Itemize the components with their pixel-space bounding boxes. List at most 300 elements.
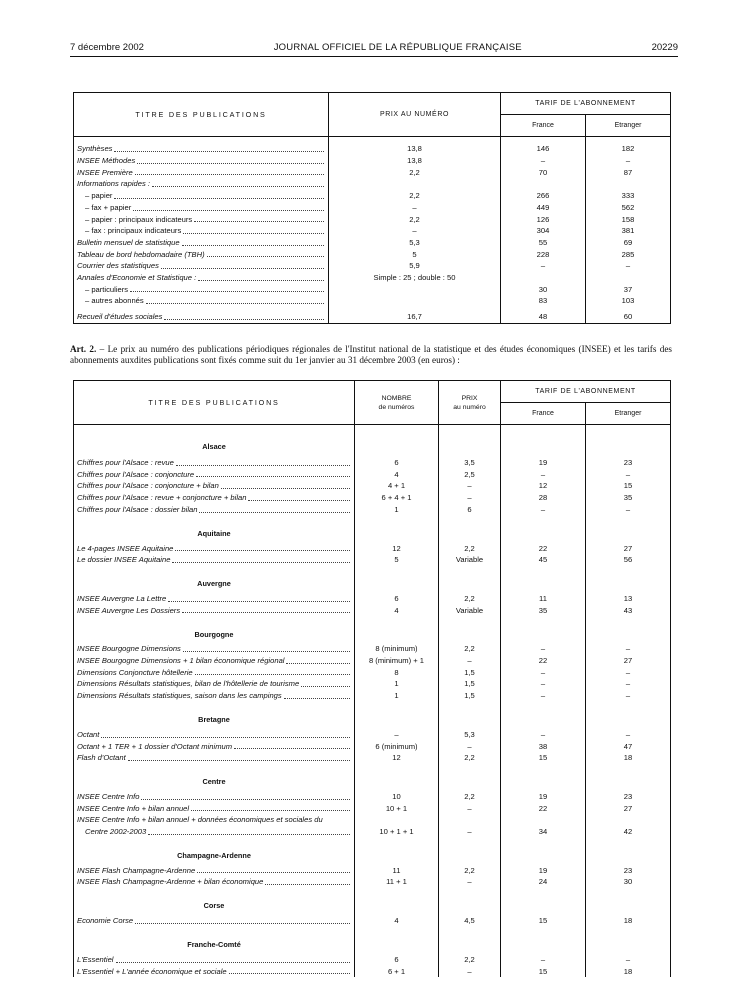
table-row bbox=[74, 214, 671, 226]
prix-cell: 2,2 bbox=[439, 643, 501, 655]
leader-dots bbox=[182, 612, 350, 613]
etranger-cell: 56 bbox=[586, 554, 671, 566]
publication-title-cell bbox=[74, 178, 329, 190]
france-cell bbox=[501, 178, 586, 190]
price-cell: 5 bbox=[329, 249, 501, 261]
publication-title-cell bbox=[74, 791, 355, 803]
table-row bbox=[74, 865, 671, 877]
france-cell: 22 bbox=[501, 655, 586, 667]
france-cell: 34 bbox=[501, 826, 586, 838]
publication-title-cell bbox=[74, 469, 355, 481]
etranger-cell: 182 bbox=[586, 137, 671, 156]
table-row bbox=[74, 504, 671, 516]
publication-title bbox=[77, 865, 351, 877]
publication-title bbox=[77, 876, 351, 888]
empty-cell bbox=[501, 927, 586, 954]
publication-title-text: Octant + 1 TER + 1 dossier d'Octant minimum bbox=[77, 741, 233, 751]
empty-cell bbox=[586, 516, 671, 543]
header-prix: PRIX AU NUMÉRO bbox=[329, 93, 501, 137]
publication-title-text: Bulletin mensuel de statistique bbox=[77, 237, 180, 247]
nombre-cell: 5 bbox=[355, 554, 439, 566]
etranger-cell: – bbox=[586, 678, 671, 690]
publication-title bbox=[77, 826, 351, 838]
publication-title-text: INSEE Flash Champagne-Ardenne + bilan économique bbox=[77, 877, 264, 887]
header-nombre-line1: NOMBRE bbox=[381, 394, 412, 402]
leader-dots bbox=[199, 512, 350, 513]
region-heading: Franche-Comté bbox=[74, 927, 355, 954]
publication-title-cell bbox=[74, 249, 329, 261]
leader-dots bbox=[114, 151, 324, 152]
prix-cell: 2,2 bbox=[439, 543, 501, 555]
france-cell: 126 bbox=[501, 214, 586, 226]
empty-cell bbox=[586, 838, 671, 865]
empty-cell bbox=[355, 702, 439, 729]
publication-title-text: – particuliers bbox=[85, 284, 129, 294]
publication-title bbox=[77, 791, 351, 803]
nombre-cell: 8 bbox=[355, 667, 439, 679]
publication-title-text: Tableau de bord hebdomadaire (TBH) bbox=[77, 249, 205, 259]
publication-title-cell bbox=[74, 284, 329, 296]
region-heading-row bbox=[74, 616, 671, 643]
nombre-cell: 4 bbox=[355, 915, 439, 927]
region-heading: Centre bbox=[74, 764, 355, 791]
publication-title-text: Chiffres pour l'Alsace : dossier bilan bbox=[77, 504, 198, 514]
table-row bbox=[74, 966, 671, 978]
publication-title bbox=[77, 741, 351, 753]
price-cell: 5,3 bbox=[329, 237, 501, 249]
publication-title-text: – papier bbox=[85, 191, 113, 201]
empty-cell bbox=[355, 927, 439, 954]
etranger-cell: – bbox=[586, 690, 671, 702]
nombre-cell: 6 (minimum) bbox=[355, 741, 439, 753]
etranger-cell: 43 bbox=[586, 605, 671, 617]
etranger-cell: 13 bbox=[586, 593, 671, 605]
publication-title-text: Dimensions Conjoncture hôtellerie bbox=[77, 667, 193, 677]
france-cell: 15 bbox=[501, 915, 586, 927]
table-row bbox=[74, 643, 671, 655]
etranger-cell: 333 bbox=[586, 190, 671, 202]
publication-title bbox=[77, 155, 325, 167]
prix-cell: 2,5 bbox=[439, 469, 501, 481]
prix-cell: 2,2 bbox=[439, 593, 501, 605]
publication-title bbox=[77, 803, 351, 815]
publication-title-cell bbox=[74, 214, 329, 226]
etranger-cell: 15 bbox=[586, 480, 671, 492]
prix-cell: – bbox=[439, 876, 501, 888]
table-row bbox=[74, 915, 671, 927]
etranger-cell: 27 bbox=[586, 655, 671, 667]
etranger-cell: – bbox=[586, 155, 671, 167]
region-heading: Champagne-Ardenne bbox=[74, 838, 355, 865]
publication-title-text: – autres abonnés bbox=[85, 296, 144, 306]
empty-cell bbox=[355, 425, 439, 458]
leader-dots bbox=[234, 748, 350, 749]
prix-cell: 2,2 bbox=[439, 791, 501, 803]
leader-dots bbox=[146, 303, 324, 304]
empty-cell bbox=[501, 425, 586, 458]
publication-title bbox=[77, 667, 351, 679]
price-cell: 13,8 bbox=[329, 137, 501, 156]
header-tarif: TARIF DE L'ABONNEMENT bbox=[501, 381, 671, 403]
publication-title-text: Economie Corse bbox=[77, 916, 134, 926]
france-cell: 22 bbox=[501, 803, 586, 815]
region-heading: Bourgogne bbox=[74, 616, 355, 643]
etranger-cell: 103 bbox=[586, 295, 671, 307]
publication-title-text: Synthèses bbox=[77, 144, 113, 154]
leader-dots bbox=[194, 221, 324, 222]
prix-cell: Variable bbox=[439, 554, 501, 566]
empty-cell bbox=[439, 425, 501, 458]
prix-cell: Variable bbox=[439, 605, 501, 617]
region-heading-row bbox=[74, 927, 671, 954]
header-titre: TITRE DES PUBLICATIONS bbox=[74, 381, 355, 425]
nombre-cell: 6 bbox=[355, 954, 439, 966]
france-cell: 15 bbox=[501, 966, 586, 978]
leader-dots bbox=[207, 256, 324, 257]
publication-title-text: Dimensions Résultats statistiques, bilan de l'hôtellerie de tourisme bbox=[77, 679, 300, 689]
region-heading-row bbox=[74, 888, 671, 915]
leader-dots bbox=[101, 737, 350, 738]
france-cell: – bbox=[501, 155, 586, 167]
table-row bbox=[74, 155, 671, 167]
publication-title-text: Chiffres pour l'Alsace : conjoncture + bilan bbox=[77, 481, 219, 491]
empty-cell bbox=[586, 888, 671, 915]
etranger-cell: 37 bbox=[586, 284, 671, 296]
price-cell bbox=[329, 178, 501, 190]
empty-cell bbox=[501, 516, 586, 543]
leader-dots bbox=[198, 280, 324, 281]
table-row bbox=[74, 814, 671, 826]
france-cell: 22 bbox=[501, 543, 586, 555]
price-cell: 16,7 bbox=[329, 307, 501, 324]
publication-title-cell bbox=[74, 678, 355, 690]
nombre-cell: 1 bbox=[355, 690, 439, 702]
publication-title bbox=[77, 214, 325, 226]
empty-cell bbox=[501, 838, 586, 865]
france-cell: – bbox=[501, 469, 586, 481]
etranger-cell: 285 bbox=[586, 249, 671, 261]
publication-title-cell bbox=[74, 504, 355, 516]
etranger-cell: – bbox=[586, 260, 671, 272]
france-cell: – bbox=[501, 729, 586, 741]
nombre-cell bbox=[355, 814, 439, 826]
leader-dots bbox=[141, 799, 350, 800]
publication-title-text: – papier : principaux indicateurs bbox=[85, 214, 193, 224]
table-row bbox=[74, 249, 671, 261]
table-row bbox=[74, 469, 671, 481]
publication-title-text: Informations rapides : bbox=[77, 179, 151, 189]
prix-cell: 1,5 bbox=[439, 667, 501, 679]
publication-title bbox=[77, 655, 351, 667]
france-cell: – bbox=[501, 678, 586, 690]
leader-dots bbox=[114, 198, 324, 199]
publication-title bbox=[77, 966, 351, 978]
prix-cell: 2,2 bbox=[439, 752, 501, 764]
leader-dots bbox=[116, 962, 351, 963]
prix-cell: – bbox=[439, 655, 501, 667]
region-heading: Alsace bbox=[74, 425, 355, 458]
publication-title-text: Centre 2002-2003 bbox=[85, 827, 147, 837]
empty-cell bbox=[586, 616, 671, 643]
prix-cell: – bbox=[439, 826, 501, 838]
leader-dots bbox=[161, 268, 324, 269]
leader-dots bbox=[286, 663, 350, 664]
publication-title-cell bbox=[74, 593, 355, 605]
nombre-cell: 4 bbox=[355, 469, 439, 481]
empty-cell bbox=[586, 702, 671, 729]
empty-cell bbox=[355, 838, 439, 865]
prix-cell: – bbox=[439, 741, 501, 753]
empty-cell bbox=[501, 764, 586, 791]
publication-title-text: INSEE Centre Info + bilan annuel + données économiques et sociales du bbox=[77, 815, 323, 825]
table-row bbox=[74, 457, 671, 469]
publication-title bbox=[77, 469, 351, 481]
france-cell: 19 bbox=[501, 865, 586, 877]
region-heading: Bretagne bbox=[74, 702, 355, 729]
etranger-cell: – bbox=[586, 643, 671, 655]
publication-title-cell bbox=[74, 803, 355, 815]
prix-cell: – bbox=[439, 966, 501, 978]
france-cell: 304 bbox=[501, 225, 586, 237]
region-heading-row bbox=[74, 425, 671, 458]
france-cell: 30 bbox=[501, 284, 586, 296]
france-cell: 55 bbox=[501, 237, 586, 249]
header-prix-line1: PRIX bbox=[461, 394, 478, 402]
prix-cell: 1,5 bbox=[439, 678, 501, 690]
table-row bbox=[74, 237, 671, 249]
prix-cell: 3,5 bbox=[439, 457, 501, 469]
publication-title bbox=[77, 814, 351, 826]
publication-title-cell bbox=[74, 260, 329, 272]
prix-cell: – bbox=[439, 480, 501, 492]
header-tarif: TARIF DE L'ABONNEMENT bbox=[501, 93, 671, 115]
leader-dots bbox=[176, 465, 350, 466]
prix-cell: – bbox=[439, 492, 501, 504]
empty-cell bbox=[355, 566, 439, 593]
leader-dots bbox=[183, 233, 324, 234]
etranger-cell: 30 bbox=[586, 876, 671, 888]
publication-title-text: L'Essentiel bbox=[77, 954, 114, 964]
publication-title-text: INSEE Centre Info + bilan annuel bbox=[77, 803, 190, 813]
table-row bbox=[74, 260, 671, 272]
empty-cell bbox=[439, 566, 501, 593]
etranger-cell: 69 bbox=[586, 237, 671, 249]
publication-title-cell bbox=[74, 741, 355, 753]
publication-title bbox=[77, 690, 351, 702]
price-cell: 13,8 bbox=[329, 155, 501, 167]
price-cell: – bbox=[329, 225, 501, 237]
publication-title-cell bbox=[74, 667, 355, 679]
publication-title-cell bbox=[74, 876, 355, 888]
table-row bbox=[74, 655, 671, 667]
region-heading-row bbox=[74, 516, 671, 543]
leader-dots bbox=[133, 210, 324, 211]
publication-title bbox=[77, 311, 325, 323]
publication-title bbox=[77, 492, 351, 504]
publication-title-text: Chiffres pour l'Alsace : conjoncture bbox=[77, 469, 195, 479]
publication-title bbox=[77, 284, 325, 296]
france-cell: – bbox=[501, 260, 586, 272]
publication-title bbox=[77, 605, 351, 617]
france-cell: 38 bbox=[501, 741, 586, 753]
price-cell: 2,2 bbox=[329, 190, 501, 202]
publication-title bbox=[77, 260, 325, 272]
publication-title-text: Chiffres pour l'Alsace : revue + conjoncture + bilan bbox=[77, 493, 247, 503]
table-row bbox=[74, 803, 671, 815]
table-row bbox=[74, 178, 671, 190]
publication-title-text: Le dossier INSEE Aquitaine bbox=[77, 555, 171, 565]
table-row bbox=[74, 954, 671, 966]
nombre-cell: 11 + 1 bbox=[355, 876, 439, 888]
etranger-cell bbox=[586, 178, 671, 190]
publication-title-text: INSEE Première bbox=[77, 167, 133, 177]
table-row bbox=[74, 272, 671, 284]
region-heading: Corse bbox=[74, 888, 355, 915]
publication-title bbox=[77, 190, 325, 202]
leader-dots bbox=[130, 291, 324, 292]
publication-title-cell bbox=[74, 966, 355, 978]
publication-title-cell bbox=[74, 605, 355, 617]
publication-title-text: Le 4-pages INSEE Aquitaine bbox=[77, 543, 174, 553]
publication-title-cell bbox=[74, 554, 355, 566]
france-cell: 19 bbox=[501, 457, 586, 469]
header-prix-line2: au numéro bbox=[453, 403, 486, 411]
publication-title bbox=[77, 225, 325, 237]
france-cell: 19 bbox=[501, 791, 586, 803]
empty-cell bbox=[586, 764, 671, 791]
leader-dots bbox=[196, 476, 350, 477]
regional-publications-table bbox=[73, 380, 671, 977]
france-cell: 28 bbox=[501, 492, 586, 504]
publication-title bbox=[77, 915, 351, 927]
empty-cell bbox=[355, 888, 439, 915]
nombre-cell: 6 + 4 + 1 bbox=[355, 492, 439, 504]
leader-dots bbox=[128, 760, 350, 761]
table-row bbox=[74, 752, 671, 764]
france-cell bbox=[501, 814, 586, 826]
etranger-cell: 23 bbox=[586, 865, 671, 877]
leader-dots bbox=[135, 923, 350, 924]
france-cell: 449 bbox=[501, 202, 586, 214]
etranger-cell: 60 bbox=[586, 307, 671, 324]
publication-title-cell bbox=[74, 826, 355, 838]
etranger-cell: 158 bbox=[586, 214, 671, 226]
empty-cell bbox=[501, 888, 586, 915]
publication-title bbox=[77, 237, 325, 249]
etranger-cell: 18 bbox=[586, 752, 671, 764]
price-cell bbox=[329, 295, 501, 307]
france-cell: – bbox=[501, 954, 586, 966]
etranger-cell: 27 bbox=[586, 803, 671, 815]
empty-cell bbox=[501, 702, 586, 729]
leader-dots bbox=[135, 174, 324, 175]
empty-cell bbox=[439, 888, 501, 915]
header-page-number: 20229 bbox=[651, 41, 678, 53]
publication-title-text: Octant bbox=[77, 729, 100, 739]
header-date: 7 décembre 2002 bbox=[70, 41, 144, 53]
publication-title bbox=[77, 729, 351, 741]
publication-title-cell bbox=[74, 865, 355, 877]
publication-title-cell bbox=[74, 167, 329, 179]
table-row bbox=[74, 554, 671, 566]
article-text: – Le prix au numéro des publications périodiques régionales de l'Institut national de la statistique et des études économiques (INSEE) et les tarifs des abonnements auxdites publications sont fixés comme suit du 1er janvier au 31 décembre 2003 (en euros) : bbox=[70, 344, 672, 366]
table-row bbox=[74, 492, 671, 504]
france-cell: – bbox=[501, 667, 586, 679]
publication-title-text: INSEE Flash Champagne-Ardenne bbox=[77, 865, 196, 875]
etranger-cell: – bbox=[586, 954, 671, 966]
nombre-cell: 6 + 1 bbox=[355, 966, 439, 978]
publication-title-cell bbox=[74, 307, 329, 324]
publication-title-cell bbox=[74, 295, 329, 307]
france-cell: 12 bbox=[501, 480, 586, 492]
table-row bbox=[74, 741, 671, 753]
leader-dots bbox=[197, 872, 350, 873]
france-cell: 15 bbox=[501, 752, 586, 764]
region-heading: Auvergne bbox=[74, 566, 355, 593]
prix-cell: 1,5 bbox=[439, 690, 501, 702]
publication-title-text: INSEE Centre Info bbox=[77, 791, 140, 801]
france-cell: 35 bbox=[501, 605, 586, 617]
france-cell: 48 bbox=[501, 307, 586, 324]
publication-title-text: INSEE Bourgogne Dimensions bbox=[77, 644, 181, 654]
header-nombre bbox=[355, 381, 439, 425]
nombre-cell: 6 bbox=[355, 457, 439, 469]
france-cell: – bbox=[501, 504, 586, 516]
empty-cell bbox=[586, 425, 671, 458]
publication-title-cell bbox=[74, 643, 355, 655]
publication-title bbox=[77, 480, 351, 492]
publication-title-cell bbox=[74, 137, 329, 156]
empty-cell bbox=[439, 764, 501, 791]
publication-title-cell bbox=[74, 492, 355, 504]
etranger-cell bbox=[586, 272, 671, 284]
empty-cell bbox=[439, 516, 501, 543]
france-cell: 146 bbox=[501, 137, 586, 156]
nombre-cell: 1 bbox=[355, 678, 439, 690]
publication-title-text: INSEE Bourgogne Dimensions + 1 bilan économique régional bbox=[77, 656, 285, 666]
nombre-cell: 1 bbox=[355, 504, 439, 516]
leader-dots bbox=[229, 973, 350, 974]
etranger-cell: 23 bbox=[586, 457, 671, 469]
etranger-cell: – bbox=[586, 729, 671, 741]
publication-title bbox=[77, 543, 351, 555]
leader-dots bbox=[183, 651, 350, 652]
publication-title bbox=[77, 954, 351, 966]
publication-title-cell bbox=[74, 655, 355, 667]
france-cell: – bbox=[501, 643, 586, 655]
publication-title bbox=[77, 457, 351, 469]
table-row bbox=[74, 137, 671, 156]
prix-cell: 6 bbox=[439, 504, 501, 516]
etranger-cell: 35 bbox=[586, 492, 671, 504]
prix-cell: 5,3 bbox=[439, 729, 501, 741]
leader-dots bbox=[164, 319, 324, 320]
publication-title bbox=[77, 295, 325, 307]
empty-cell bbox=[439, 927, 501, 954]
table-row bbox=[74, 284, 671, 296]
empty-cell bbox=[439, 702, 501, 729]
table-row bbox=[74, 729, 671, 741]
price-cell: 2,2 bbox=[329, 167, 501, 179]
region-heading: Aquitaine bbox=[74, 516, 355, 543]
france-cell: 228 bbox=[501, 249, 586, 261]
leader-dots bbox=[248, 500, 350, 501]
etranger-cell: 18 bbox=[586, 915, 671, 927]
leader-dots bbox=[182, 245, 324, 246]
table-row bbox=[74, 480, 671, 492]
nombre-cell: 8 (minimum) bbox=[355, 643, 439, 655]
france-cell: – bbox=[501, 690, 586, 702]
